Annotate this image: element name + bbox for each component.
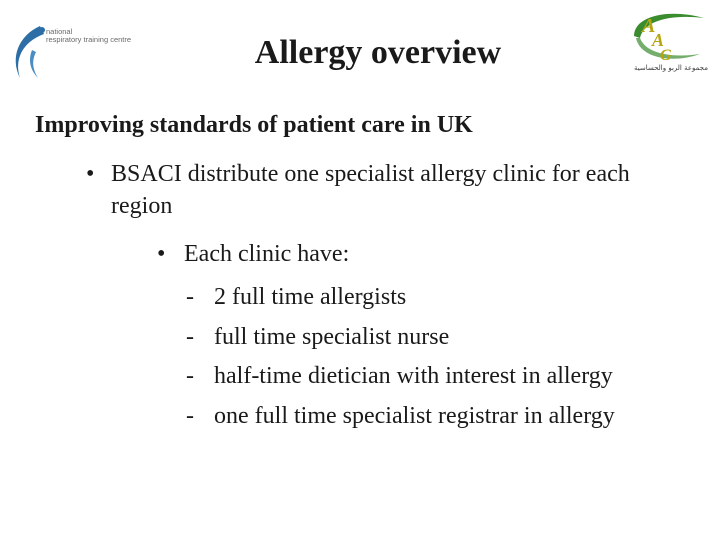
aag-logo-arabic-text: مجموعة الربو والحساسية: [634, 64, 708, 72]
dash-glyph: -: [186, 363, 194, 389]
bullet-glyph: •: [157, 241, 166, 267]
aag-letter-3: G: [660, 47, 672, 64]
nrtc-logo-text: national respiratory training centre: [46, 27, 132, 44]
bullet-glyph: •: [86, 161, 95, 187]
slide-subtitle: Improving standards of patient care in UK: [35, 112, 473, 138]
dash-glyph: -: [186, 402, 194, 429]
dash-glyph: -: [186, 284, 194, 310]
staff-item-allergists: 2 full time allergists: [214, 284, 407, 310]
staff-item-registrar: one full time specialist registrar in allergy: [214, 402, 615, 429]
staff-item-nurse: full time specialist nurse: [214, 323, 450, 350]
slide-title: Allergy overview: [254, 34, 502, 71]
bullet-each-clinic-text: Each clinic have:: [184, 241, 350, 267]
aag-letter-1: A: [642, 15, 656, 37]
bullet-bsaci-text: BSACI distribute one specialist allergy clinic for each region: [111, 161, 630, 219]
dash-glyph: -: [186, 323, 194, 350]
staff-item-dietician: half-time dietician with interest in allergy: [214, 363, 613, 389]
aag-letter-2: A: [652, 30, 665, 50]
